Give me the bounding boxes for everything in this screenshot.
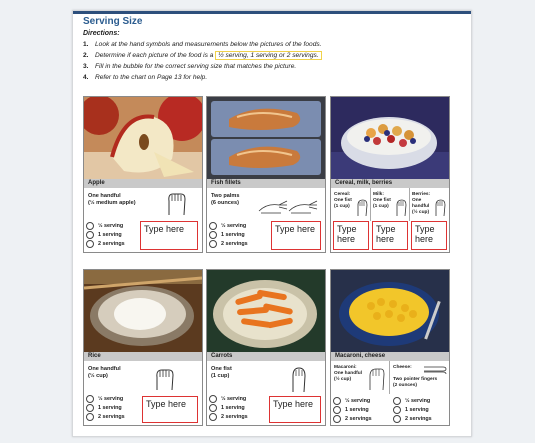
measurement-hint: One handful (½ medium apple) — [88, 193, 136, 206]
macaroni-options — [333, 396, 372, 423]
bubble[interactable] — [393, 397, 401, 405]
measurement-hint: One handful (½ cup) — [88, 366, 121, 379]
top-rule — [73, 11, 471, 14]
rice-answer-field[interactable]: Type here — [142, 396, 198, 423]
option-two[interactable]: 2 servings — [209, 412, 248, 421]
food-card-rice — [83, 269, 203, 426]
worksheet-page — [72, 10, 472, 437]
option-half[interactable]: ½ serving — [86, 394, 125, 403]
milk-answer-field[interactable]: Type here — [372, 221, 408, 250]
rice-photo — [84, 270, 202, 352]
milk-hint: Milk: One fist (1 cup) — [373, 192, 391, 209]
option-two[interactable]: 2 servings — [209, 239, 248, 248]
fish-answer-field[interactable]: Type here — [271, 221, 321, 250]
two-palms-icon — [257, 197, 321, 217]
direction-item: 2. Determine if each picture of the food is a ½ serving, 1 serving or 2 servings. — [83, 52, 468, 63]
direction-item: 4. Refer to the chart on Page 13 for help. — [83, 74, 208, 81]
option-one[interactable]: 1 serving — [393, 405, 432, 414]
bubble[interactable] — [393, 415, 401, 423]
option-one[interactable]: 1 serving — [333, 405, 372, 414]
handful-icon — [164, 189, 188, 217]
food-card-fish — [206, 96, 326, 253]
serving-options — [86, 394, 125, 421]
cereal-hint: Cereal: One fist (1 cup) — [334, 192, 352, 209]
directions-list — [83, 41, 468, 85]
food-label: Apple — [84, 179, 202, 188]
bubble[interactable] — [209, 222, 217, 230]
berries-answer-field[interactable]: Type here — [411, 221, 447, 250]
direction-item: 1. Look at the hand symbols and measurements below the pictures of the foods. — [83, 41, 322, 48]
apple-answer-field[interactable]: Type here — [140, 221, 198, 250]
bubble[interactable] — [209, 231, 217, 239]
direction-item: 3. Fill in the bubble for the correct serving size that matches the picture. — [83, 63, 297, 70]
divider — [389, 361, 390, 394]
bubble[interactable] — [209, 413, 217, 421]
serving-options — [209, 221, 248, 248]
bubble[interactable] — [86, 404, 94, 412]
bubble[interactable] — [86, 222, 94, 230]
cheese-hint: Cheese: Two pointer fingers (2 ounces) — [393, 365, 438, 388]
bubble[interactable] — [333, 397, 341, 405]
fist-icon — [355, 197, 369, 217]
page-title: Serving Size — [83, 16, 143, 27]
fish-photo — [207, 97, 325, 179]
bubble[interactable] — [209, 404, 217, 412]
option-half[interactable]: ½ serving — [333, 396, 372, 405]
cereal-photo — [331, 97, 449, 179]
measurement-hint: Two palms (6 ounces) — [211, 193, 240, 206]
handful-icon — [433, 197, 447, 217]
food-card-cereal — [330, 96, 450, 253]
fist-icon — [394, 197, 408, 217]
food-label: Carrots — [207, 352, 325, 361]
carrots-photo — [207, 270, 325, 352]
bubble[interactable] — [86, 231, 94, 239]
food-card-apple — [83, 96, 203, 253]
highlighted-text: ½ serving, 1 serving or 2 servings. — [215, 51, 321, 60]
carrots-answer-field[interactable]: Type here — [269, 396, 321, 423]
option-two[interactable]: 2 servings — [86, 239, 125, 248]
macaroni-photo — [331, 270, 449, 352]
measurement-hint: One fist (1 cup) — [211, 366, 232, 379]
bubble[interactable] — [333, 406, 341, 414]
option-two[interactable]: 2 servings — [333, 414, 372, 423]
handful-icon — [367, 366, 387, 392]
food-label: Fish fillets — [207, 179, 325, 188]
bubble[interactable] — [209, 240, 217, 248]
option-one[interactable]: 1 serving — [86, 230, 125, 239]
food-label: Macaroni, cheese — [331, 352, 449, 361]
option-one[interactable]: 1 serving — [209, 230, 248, 239]
serving-options — [209, 394, 248, 421]
pointer-fingers-icon — [423, 364, 447, 376]
apple-photo — [84, 97, 202, 179]
cereal-answer-field[interactable]: Type here — [333, 221, 369, 250]
bubble[interactable] — [86, 395, 94, 403]
option-two[interactable]: 2 servings — [393, 414, 432, 423]
berries-hint: Berries: One handful (½ cup) — [412, 192, 431, 215]
cheese-options — [393, 396, 432, 423]
option-half[interactable]: ½ serving — [393, 396, 432, 405]
food-label: Cereal, milk, berries — [331, 179, 449, 188]
bubble[interactable] — [209, 395, 217, 403]
fist-icon — [289, 364, 309, 394]
option-two[interactable]: 2 servings — [86, 412, 125, 421]
bubble[interactable] — [86, 240, 94, 248]
option-half[interactable]: ½ serving — [209, 394, 248, 403]
serving-options — [86, 221, 125, 248]
option-half[interactable]: ½ serving — [86, 221, 125, 230]
food-label: Rice — [84, 352, 202, 361]
option-half[interactable]: ½ serving — [209, 221, 248, 230]
option-one[interactable]: 1 serving — [86, 403, 125, 412]
bubble[interactable] — [393, 406, 401, 414]
food-card-macaroni — [330, 269, 450, 426]
food-card-carrots — [206, 269, 326, 426]
bubble[interactable] — [333, 415, 341, 423]
handful-icon — [152, 366, 176, 392]
macaroni-hint: Macaroni: One handful (½ cup) — [334, 365, 362, 382]
option-one[interactable]: 1 serving — [209, 403, 248, 412]
divider — [409, 188, 410, 221]
divider — [370, 188, 371, 221]
directions-heading: Directions: — [83, 30, 120, 37]
bubble[interactable] — [86, 413, 94, 421]
